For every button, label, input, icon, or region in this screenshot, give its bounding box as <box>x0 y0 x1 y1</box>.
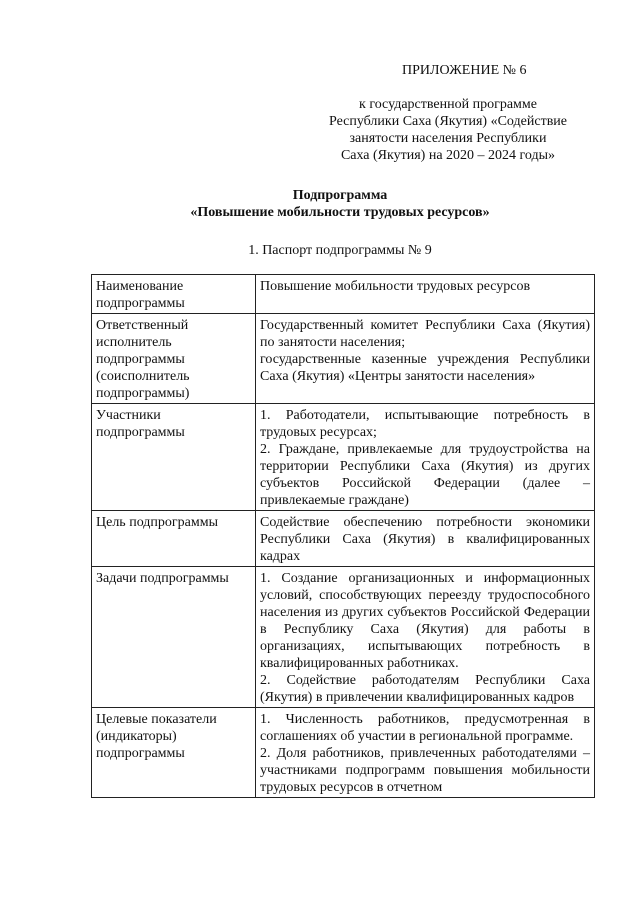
row-label: Участники подпрограммы <box>92 404 256 511</box>
reference-line: Саха (Якутия) на 2020 – 2024 годы» <box>340 148 556 163</box>
row-value <box>256 275 595 314</box>
subprogram-title-line: Подпрограмма <box>292 188 388 203</box>
table-row <box>92 567 595 708</box>
table-row <box>92 511 595 567</box>
table-row <box>92 275 595 314</box>
value-paragraph: Повышение мобильности трудовых ресурсов <box>260 279 531 294</box>
reference-line: занятости населения Республики <box>349 131 547 146</box>
appendix-reference <box>300 96 596 164</box>
table-row <box>92 404 595 511</box>
value-paragraph: 1. Работодатели, испытывающие потребность в трудовых ресурсах; <box>260 408 590 440</box>
value-paragraph: 2. Доля работников, привлеченных работодателями – участниками подпрограмм повышения мобильности трудовых ресурсов в отчетном <box>260 746 590 795</box>
row-value <box>256 511 595 567</box>
row-label: Целевые показатели (индикаторы) подпрограммы <box>92 708 256 798</box>
appendix-number: ПРИЛОЖЕНИЕ № 6 <box>402 63 527 78</box>
row-value <box>256 708 595 798</box>
reference-line: к государственной программе <box>359 97 537 112</box>
passport-title: 1. Паспорт подпрограммы № 9 <box>248 243 432 258</box>
value-paragraph: Содействие обеспечению потребности экономики Республики Саха (Якутия) в квалифицированных кадрах <box>260 515 590 564</box>
row-value <box>256 567 595 708</box>
row-label: Задачи подпрограммы <box>92 567 256 708</box>
table-row <box>92 314 595 404</box>
passport-table <box>91 274 595 798</box>
subprogram-title <box>90 187 590 221</box>
value-paragraph: 1. Создание организационных и информационных условий, способствующих переезду трудоспособного населения из других субъектов Российской Федерации в Республику Саха (Якутия) для работы в организациях, испытывающих потребность в квалифицированных работниках. <box>260 571 590 671</box>
reference-line: Республики Саха (Якутия) «Содействие <box>328 114 568 129</box>
row-label: Цель подпрограммы <box>92 511 256 567</box>
value-paragraph: государственные казенные учреждения Республики Саха (Якутия) «Центры занятости населения» <box>260 352 590 384</box>
value-paragraph: 2. Граждане, привлекаемые для трудоустройства на территории Республики Саха (Якутия) из других субъектов Российской Федерации (далее – привлекаемые граждане) <box>260 442 590 508</box>
row-label: Ответственный исполнитель подпрограммы (соисполнитель подпрограммы) <box>92 314 256 404</box>
value-paragraph: 2. Содействие работодателям Республики Саха (Якутия) в привлечении квалифицированных кадров <box>260 673 590 705</box>
row-value <box>256 404 595 511</box>
table-row <box>92 708 595 798</box>
subprogram-title-line: «Повышение мобильности трудовых ресурсов» <box>190 205 490 220</box>
value-paragraph: Государственный комитет Республики Саха (Якутия) по занятости населения; <box>260 318 590 350</box>
row-value <box>256 314 595 404</box>
value-paragraph: 1. Численность работников, предусмотренная в соглашениях об участии в региональной программе. <box>260 712 590 744</box>
row-label: Наименование подпрограммы <box>92 275 256 314</box>
